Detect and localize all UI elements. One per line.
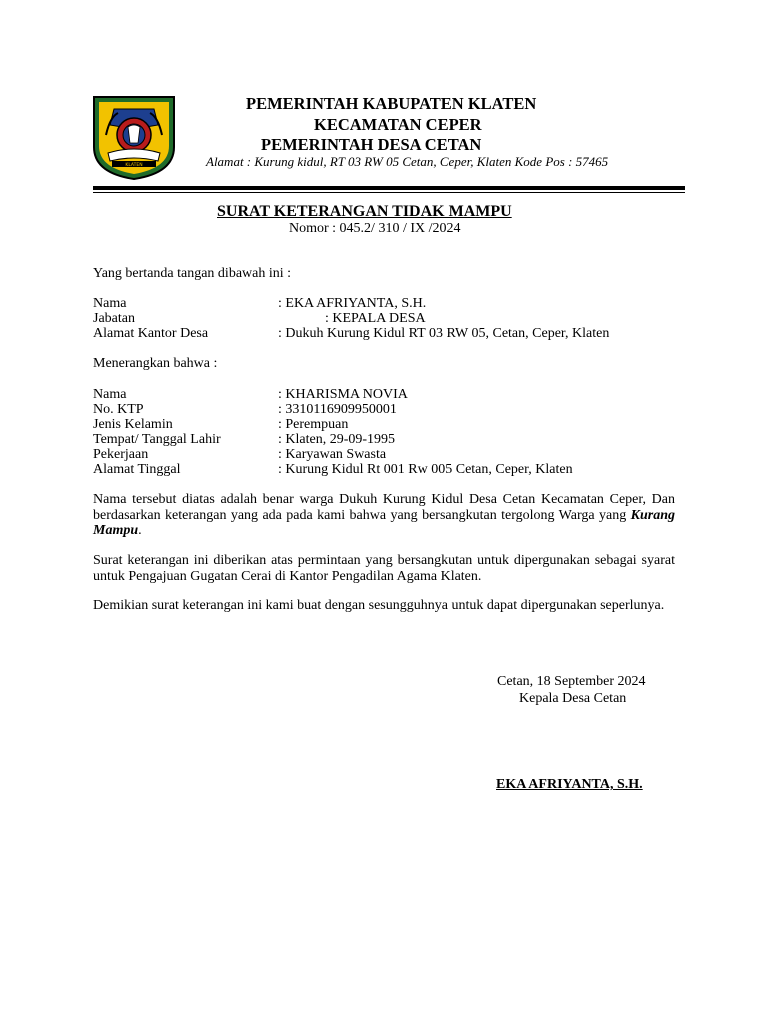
subject-birth-label: Tempat/ Tanggal Lahir <box>93 432 221 447</box>
letterhead-district: KECAMATAN CEPER <box>314 115 482 134</box>
subject-ktp-value: : 3310116909950001 <box>278 402 397 417</box>
signatory-position: Kepala Desa Cetan <box>519 691 627 706</box>
statement-end: . <box>138 523 142 538</box>
closing-paragraph: Demikian surat keterangan ini kami buat dengan sesungguhnya untuk dapat dipergunakan seperlunya. <box>93 598 665 613</box>
statement-text: Nama tersebut diatas adalah benar warga Dukuh Kurung Kidul Desa Cetan Kecamatan Ceper, Dan berdasarkan keterangan yang ada pada kami bahwa yang bersangkutan tergolong Warga yang <box>93 492 675 523</box>
subject-gender-label: Jenis Kelamin <box>93 417 173 432</box>
letterhead-rule-thin <box>93 192 685 193</box>
statement-paragraph <box>93 492 675 539</box>
klaten-coat-of-arms-logo <box>92 95 176 181</box>
subject-address-value: : Kurung Kidul Rt 001 Rw 005 Cetan, Ceper, Klaten <box>278 462 573 477</box>
letterhead-address: Alamat : Kurung kidul, RT 03 RW 05 Cetan, Ceper, Klaten Kode Pos : 57465 <box>206 154 609 169</box>
signer-office-label: Alamat Kantor Desa <box>93 326 209 341</box>
intro-text: Yang bertanda tangan dibawah ini : <box>93 266 292 281</box>
signer-position-label: Jabatan <box>93 311 135 326</box>
subject-ktp-label: No. KTP <box>93 402 144 417</box>
letterhead-rule-thick <box>93 186 685 190</box>
letter-title: SURAT KETERANGAN TIDAK MAMPU <box>217 203 512 220</box>
subject-name-label: Nama <box>93 387 127 402</box>
statement-emphasis: Kurang Mampu <box>93 507 675 538</box>
subject-job-label: Pekerjaan <box>93 447 149 462</box>
subject-job-value: : Karyawan Swasta <box>278 447 387 462</box>
letter-number: Nomor : 045.2/ 310 / IX /2024 <box>289 221 461 236</box>
subject-gender-value: : Perempuan <box>278 417 349 432</box>
svg-text:KLATEN: KLATEN <box>125 163 143 168</box>
purpose-paragraph: Surat keterangan ini diberikan atas permintaan yang bersangkutan untuk dipergunakan sebagai syarat untuk Pengajuan Gugatan Cerai di Kantor Pengadilan Agama Klaten. <box>93 553 675 584</box>
letterhead-regency: PEMERINTAH KABUPATEN KLATEN <box>246 94 537 113</box>
signer-name-label: Nama <box>93 296 127 311</box>
subject-name-value: : KHARISMA NOVIA <box>278 387 408 402</box>
letterhead-village: PEMERINTAH DESA CETAN <box>261 135 482 154</box>
declares-text: Menerangkan bahwa : <box>93 356 218 371</box>
signer-position-value: : KEPALA DESA <box>325 311 426 326</box>
subject-address-label: Alamat Tinggal <box>93 462 181 477</box>
signer-name-value: : EKA AFRIYANTA, S.H. <box>278 296 427 311</box>
place-date: Cetan, 18 September 2024 <box>497 674 646 689</box>
signatory-name: EKA AFRIYANTA, S.H. <box>496 777 643 792</box>
signer-office-value: : Dukuh Kurung Kidul RT 03 RW 05, Cetan, Ceper, Klaten <box>278 326 610 341</box>
subject-birth-value: : Klaten, 29-09-1995 <box>278 432 396 447</box>
